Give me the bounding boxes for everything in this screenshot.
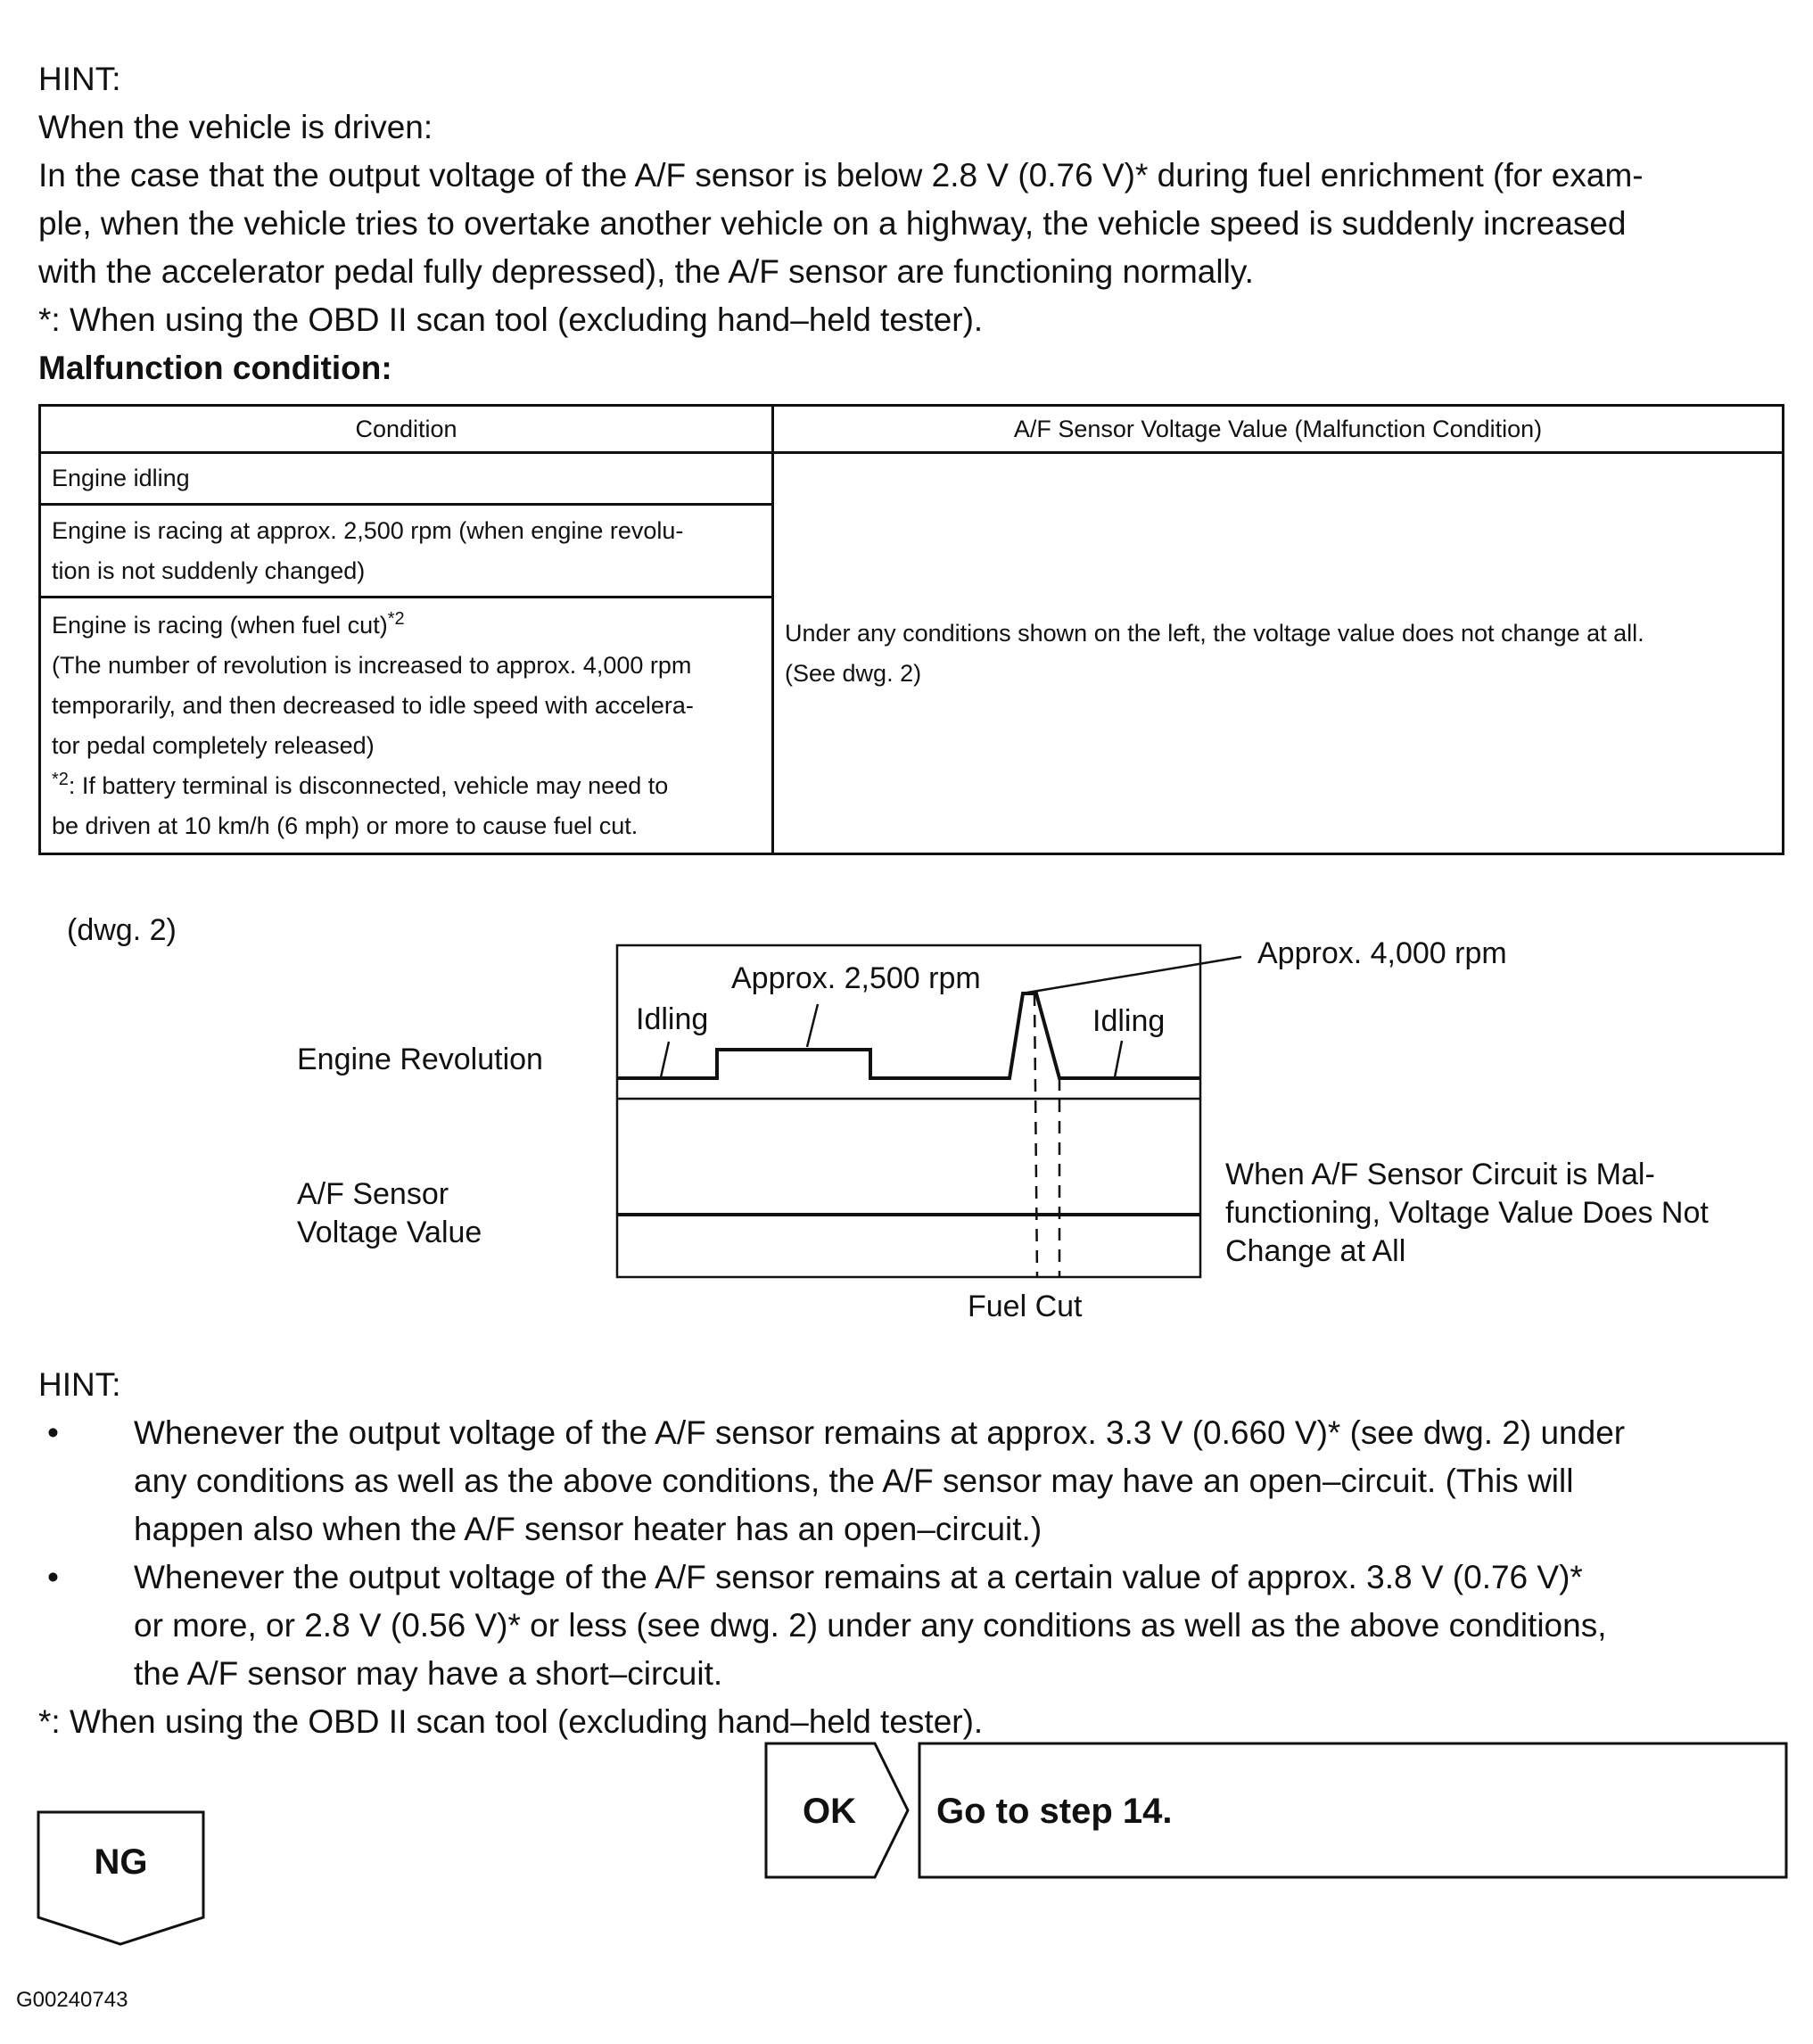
hint-footnote: *: When using the OBD II scan tool (excluding hand–held tester).: [38, 301, 984, 338]
bullet-line: any conditions as well as the above conditions, the A/F sensor may have an open–circuit. (This will: [134, 1463, 1574, 1499]
hint-line: When the vehicle is driven:: [38, 109, 433, 145]
malfunction-heading: Malfunction condition:: [38, 350, 392, 386]
idling-left-label: Idling: [636, 1002, 709, 1036]
rpm-4000-label: Approx. 4,000 rpm: [1257, 936, 1507, 970]
result-line: (See dwg. 2): [785, 659, 922, 687]
ok-label: OK: [803, 1792, 856, 1831]
hint-label: HINT:: [38, 61, 121, 97]
hint-line: ple, when the vehicle tries to overtake another vehicle on a highway, the vehicle speed is suddenly increased: [38, 205, 1627, 242]
idling-right-label: Idling: [1092, 1004, 1166, 1038]
cell-line: tor pedal completely released): [52, 731, 375, 759]
cell-title: Engine is racing (when fuel cut): [52, 611, 388, 639]
af-sensor-label-line: Voltage Value: [297, 1216, 482, 1249]
engine-revolution-label: Engine Revolution: [297, 1043, 543, 1076]
bullet-line: or more, or 2.8 V (0.56 V)* or less (see dwg. 2) under any conditions as well as the above conditions,: [134, 1607, 1607, 1644]
cell-line: Engine is racing at approx. 2,500 rpm (when engine revolu-: [52, 516, 684, 544]
malfunction-note-line: Change at All: [1225, 1234, 1406, 1268]
diagram-caption: (dwg. 2): [67, 913, 177, 947]
cell-line: (The number of revolution is increased to approx. 4,000 rpm: [52, 651, 692, 679]
bullet-line: happen also when the A/F sensor heater has an open–circuit.): [134, 1511, 1042, 1547]
rpm-2500-label: Approx. 2,500 rpm: [731, 961, 981, 995]
result-line: Under any conditions shown on the left, the voltage value does not change at all.: [785, 619, 1644, 647]
footnote-text: : If battery terminal is disconnected, vehicle may need to: [68, 771, 669, 799]
footnote-mark: *2: [52, 769, 69, 789]
bullet-line: Whenever the output voltage of the A/F sensor remains at a certain value of approx. 3.8 V (0.76 V)*: [134, 1559, 1583, 1595]
malfunction-note-line: functioning, Voltage Value Does Not: [1225, 1196, 1709, 1230]
figure-id: G00240743: [16, 1988, 128, 2012]
footnote-mark: *2: [387, 608, 405, 629]
cell-line: temporarily, and then decreased to idle speed with accelera-: [52, 691, 694, 719]
malfunction-note-line: When A/F Sensor Circuit is Mal-: [1225, 1158, 1655, 1191]
go-to-step-text: Go to step 14.: [936, 1792, 1173, 1831]
ng-label: NG: [94, 1842, 148, 1882]
cell-line: tion is not suddenly changed): [52, 556, 366, 584]
table-header-voltage: A/F Sensor Voltage Value (Malfunction Condition): [773, 406, 1784, 453]
table-cell-engine-idling: Engine idling: [40, 453, 773, 505]
cell-line: be driven at 10 km/h (6 mph) or more to cause fuel cut.: [52, 812, 639, 839]
bullet-dot: •: [47, 1414, 59, 1451]
hint-footnote: *: When using the OBD II scan tool (excluding hand–held tester).: [38, 1703, 984, 1740]
table-header-condition: Condition: [40, 406, 773, 453]
bullet-dot: •: [47, 1559, 59, 1595]
fuel-cut-label: Fuel Cut: [968, 1290, 1083, 1323]
hint-line: In the case that the output voltage of the A/F sensor is below 2.8 V (0.76 V)* during fuel enrichment (for exam-: [38, 157, 1644, 194]
hint-label: HINT:: [38, 1366, 121, 1403]
af-sensor-label-line: A/F Sensor: [297, 1177, 449, 1211]
bullet-line: the A/F sensor may have a short–circuit.: [134, 1655, 723, 1692]
bullet-line: Whenever the output voltage of the A/F sensor remains at approx. 3.3 V (0.660 V)* (see dwg. 2) under: [134, 1414, 1626, 1451]
hint-line: with the accelerator pedal fully depressed), the A/F sensor are functioning normally.: [38, 253, 1254, 290]
